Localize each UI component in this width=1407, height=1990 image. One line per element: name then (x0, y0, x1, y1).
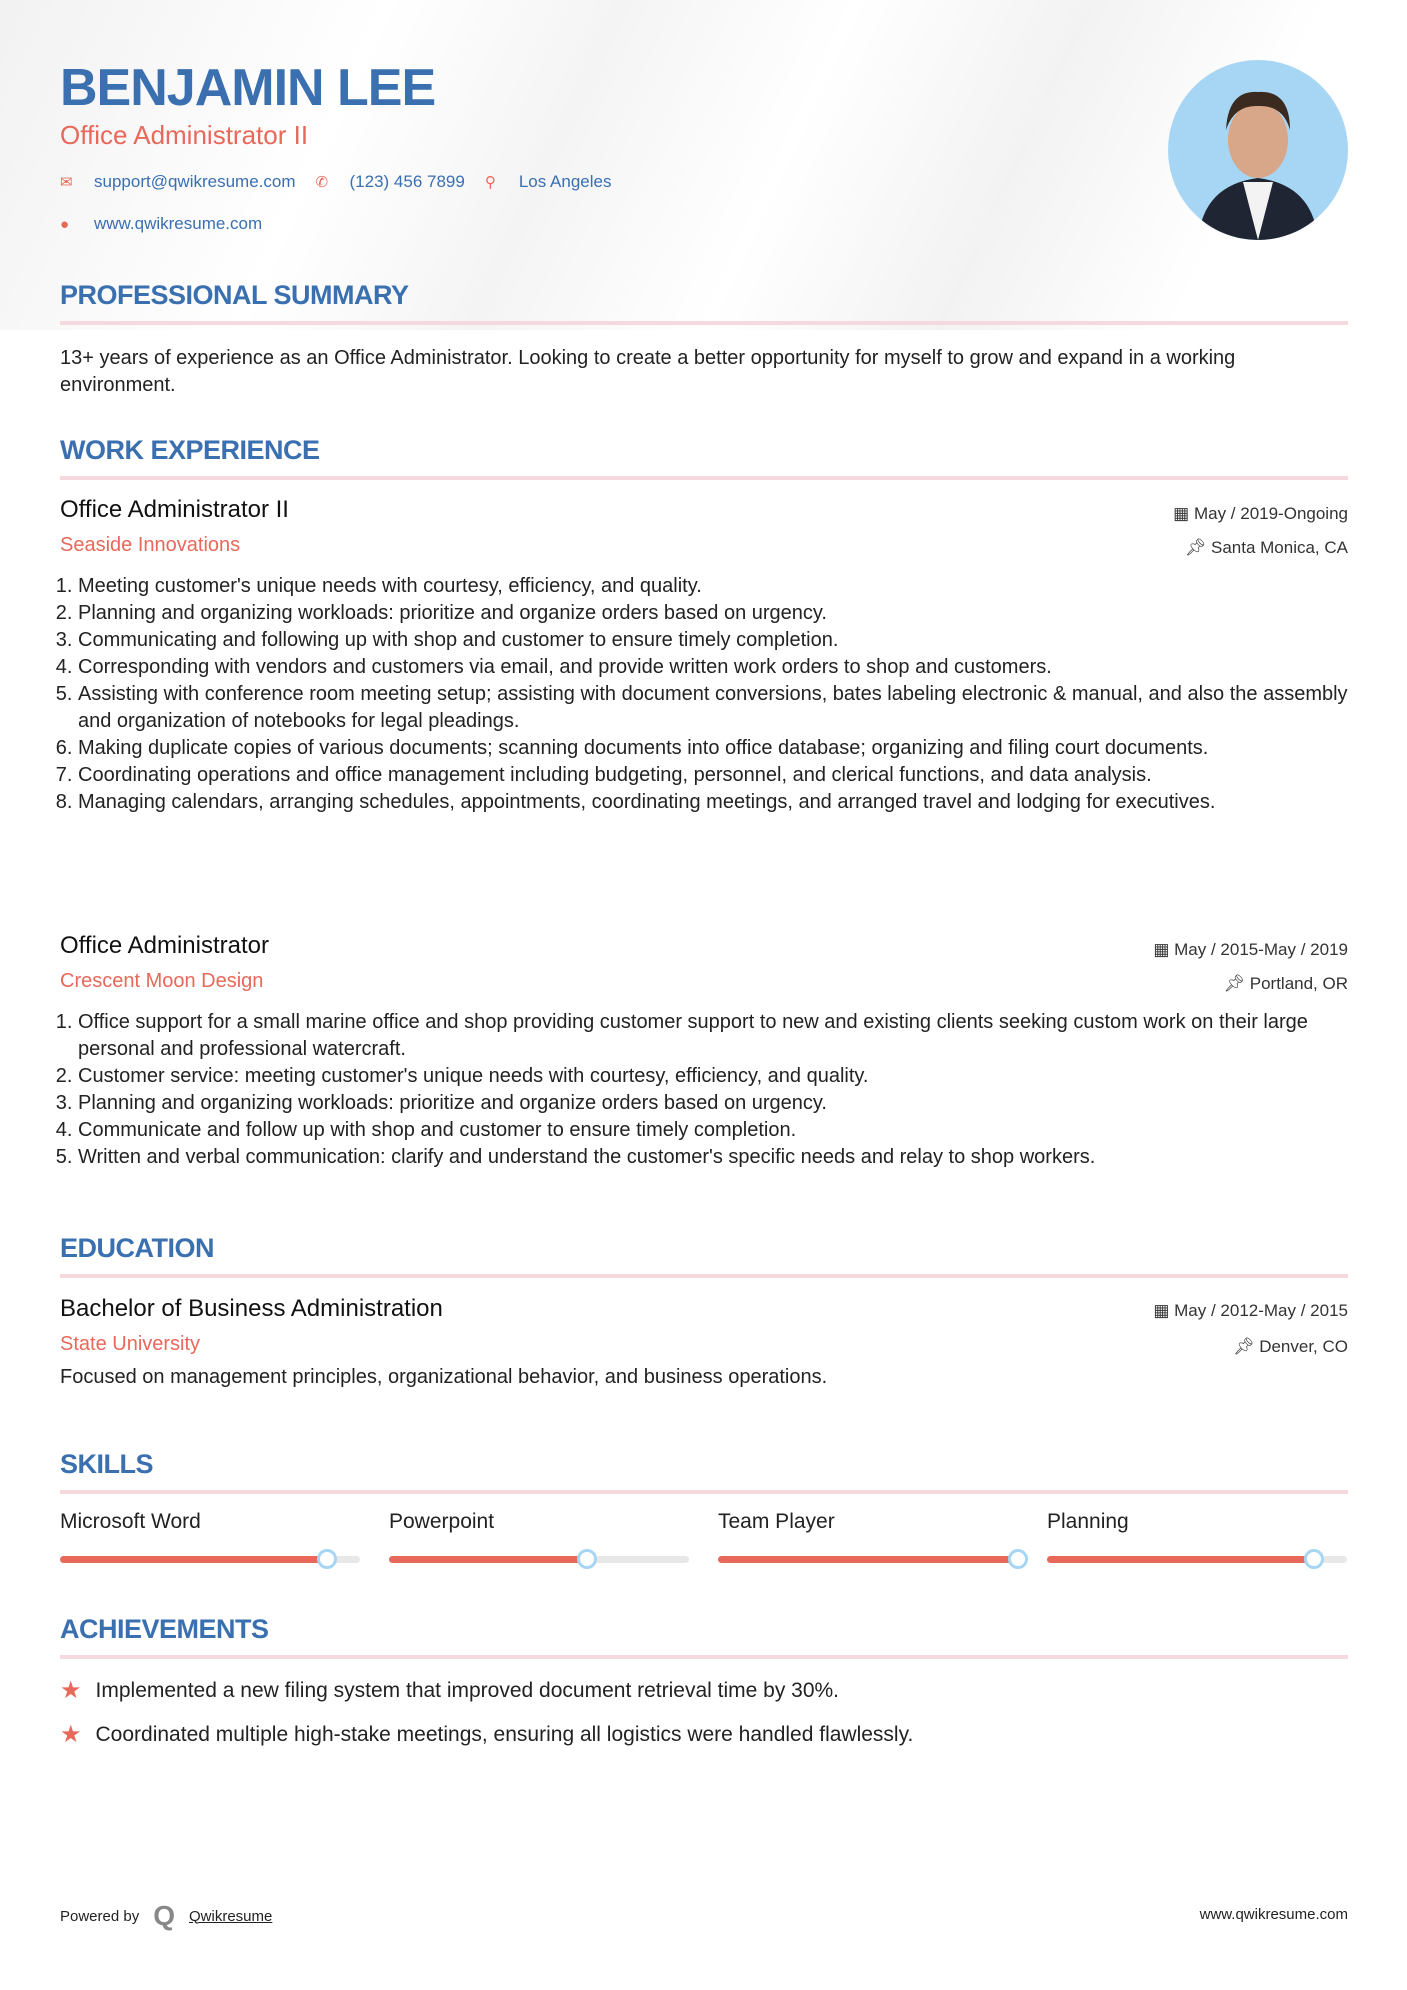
calendar-icon: ▦ (1153, 940, 1175, 959)
divider (60, 1655, 1348, 1659)
job-bullets (60, 573, 1348, 816)
qwikresume-link[interactable]: Qwikresume (189, 1907, 273, 1925)
profile-photo (1168, 60, 1348, 240)
section-heading: ACHIEVEMENTS (60, 1614, 269, 1644)
website-row (60, 214, 262, 234)
education-location: 📌︎ Denver, CO (1232, 1337, 1348, 1356)
experience-section (60, 435, 1348, 480)
company-name: Crescent Moon Design (60, 970, 264, 992)
job-title: Office Administrator II (60, 496, 289, 523)
job-entry (60, 932, 1348, 1171)
job-bullet: 5. Assisting with conference room meeting setup; assisting with document conversions, bates labeling electronic & manual, and also the assembly and organization of notebooks for legal pleadings. (78, 681, 1348, 735)
divider (60, 321, 1348, 325)
skill-bar (389, 1556, 689, 1563)
skill-bar-fill (389, 1556, 587, 1563)
divider (60, 1274, 1348, 1278)
company-name: Seaside Innovations (60, 534, 241, 556)
summary-text: 13+ years of experience as an Office Administrator. Looking to create a better opportunity for myself to grow and expand in a working environment. (60, 347, 1236, 396)
job-bullet: 8. Managing calendars, arranging schedules, appointments, coordinating meetings, and arranged travel and lodging for executives. (78, 789, 1348, 816)
calendar-icon: ▦ (1173, 504, 1194, 523)
education-description: Focused on management principles, organizational behavior, and business operations. (60, 1366, 828, 1388)
job-bullet: 3. Communicating and following up with shop and customer to ensure timely completion. (78, 627, 1348, 654)
powered-by-label: Powered by (60, 1907, 140, 1925)
section-heading: SKILLS (60, 1449, 154, 1479)
pin-icon: 📌︎ (1223, 974, 1250, 993)
job-bullet: 2. Planning and organizing workloads: prioritize and organize orders based on urgency. (78, 600, 1348, 627)
location-icon: ⚲ (484, 174, 496, 191)
job-location: 📌︎ Portland, OR (1223, 974, 1348, 993)
globe-icon: ● (60, 215, 70, 233)
skill-item (1047, 1510, 1347, 1563)
job-bullet: 6. Making duplicate copies of various documents; scanning documents into office database; organizing and filing court documents. (78, 735, 1348, 762)
job-dates: ▦ May / 2015-May / 2019 (1153, 940, 1348, 959)
skill-label: Team Player (718, 1510, 835, 1533)
skills-section (60, 1449, 1348, 1494)
location-text: Los Angeles (518, 172, 612, 191)
job-bullet: 5. Written and verbal communication: clarify and understand the customer's specific needs and relay to shop workers. (78, 1144, 1348, 1171)
achievements-section (60, 1614, 1348, 1659)
divider (60, 1490, 1348, 1494)
job-entry (60, 496, 1348, 816)
skill-bar (1047, 1556, 1347, 1563)
pin-icon: 📌︎ (1232, 1337, 1260, 1356)
contact-row (60, 172, 611, 192)
skill-bar-handle (1008, 1549, 1028, 1569)
skill-bar-fill (60, 1556, 327, 1563)
calendar-icon: ▦ (1153, 1301, 1175, 1320)
job-bullet: 1. Meeting customer's unique needs with courtesy, efficiency, and quality. (78, 573, 1348, 600)
skill-label: Microsoft Word (60, 1510, 201, 1533)
qwikresume-logo-icon: Q (153, 1900, 175, 1931)
section-heading: PROFESSIONAL SUMMARY (60, 280, 409, 310)
education-dates: ▦ May / 2012-May / 2015 (1153, 1301, 1348, 1320)
divider (60, 476, 1348, 480)
pin-icon: 📌︎ (1184, 538, 1211, 557)
section-heading: WORK EXPERIENCE (60, 435, 320, 465)
section-heading: EDUCATION (60, 1233, 214, 1263)
job-bullet: 3. Planning and organizing workloads: prioritize and organize orders based on urgency. (78, 1090, 1348, 1117)
email-link[interactable]: support@qwikresume.com (94, 172, 296, 191)
job-bullets (60, 1009, 1348, 1171)
degree: Bachelor of Business Administration (60, 1295, 443, 1322)
skill-item (60, 1510, 360, 1563)
website-link[interactable]: www.qwikresume.com (94, 214, 263, 233)
skill-bar-handle (1304, 1549, 1324, 1569)
job-location: 📌︎ Santa Monica, CA (1184, 538, 1348, 557)
skill-item (389, 1510, 689, 1563)
education-entry (60, 1295, 1348, 1391)
skill-bar-handle (577, 1549, 597, 1569)
phone-icon: ✆ (315, 174, 329, 191)
phone-text: (123) 456 7899 (349, 172, 465, 191)
job-title: Office Administrator (60, 932, 269, 959)
job-dates: ▦ May / 2019-Ongoing (1173, 504, 1348, 523)
star-icon: ★ (60, 1721, 82, 1748)
achievement-item: ★ Implemented a new filing system that improved document retrieval time by 30%. (60, 1677, 840, 1704)
education-section (60, 1233, 1348, 1278)
star-icon: ★ (60, 1677, 82, 1704)
footer-website[interactable]: www.qwikresume.com (1199, 1906, 1348, 1923)
skill-item (718, 1510, 1018, 1563)
skill-bar (60, 1556, 360, 1563)
skill-label: Planning (1047, 1510, 1129, 1533)
skill-bar-fill (718, 1556, 1018, 1563)
email-icon: ✉ (60, 174, 73, 191)
school-name: State University (60, 1333, 201, 1355)
footer-left (60, 1900, 272, 1932)
candidate-title: Office Administrator II (60, 120, 309, 150)
skill-bar-handle (317, 1549, 337, 1569)
skill-label: Powerpoint (389, 1510, 495, 1533)
skill-bar-fill (1047, 1556, 1314, 1563)
job-bullet: 1. Office support for a small marine office and shop providing customer support to new and existing clients seeking custom work on their large personal and professional watercraft. (78, 1009, 1348, 1063)
job-bullet: 2. Customer service: meeting customer's unique needs with courtesy, efficiency, and quality. (78, 1063, 1348, 1090)
job-bullet: 4. Corresponding with vendors and customers via email, and provide written work orders to shop and customers. (78, 654, 1348, 681)
skill-bar (718, 1556, 1018, 1563)
achievement-item: ★ Coordinated multiple high-stake meetings, ensuring all logistics were handled flawlessly. (60, 1721, 914, 1748)
job-bullet: 7. Coordinating operations and office management including budgeting, personnel, and clerical functions, and data analysis. (78, 762, 1348, 789)
summary-section (60, 280, 1348, 399)
candidate-name: BENJAMIN LEE (60, 59, 436, 117)
job-bullet: 4. Communicate and follow up with shop and customer to ensure timely completion. (78, 1117, 1348, 1144)
